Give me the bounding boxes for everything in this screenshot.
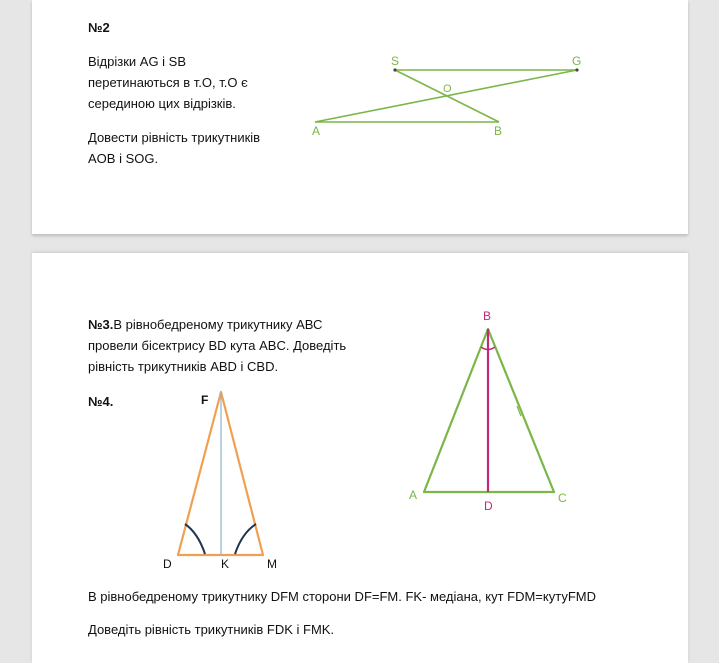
problem-2-task-line-1: Довести рівність трикутників — [88, 130, 261, 145]
problem-4-number: №4. — [88, 394, 114, 409]
angle-m-arc — [235, 524, 256, 554]
angle-d-arc — [185, 524, 205, 554]
label-c: C — [558, 491, 567, 505]
problem-2-condition-line-1: Відрізки AG і SB — [88, 54, 187, 69]
page-2 — [32, 253, 688, 663]
problem-3-number: №3. — [88, 317, 114, 332]
problem-4-statement: В рівнобедреному трикутнику DFM сторони DF=FM. FK- медіана, кут FDM=кутуFMD — [88, 589, 596, 604]
label-g: G — [572, 54, 582, 68]
problem-2-condition-line-3: серединою цих відрізків. — [88, 96, 236, 111]
page-1 — [32, 0, 688, 234]
label-d: D — [163, 557, 172, 571]
problem-2-number: №2 — [88, 20, 110, 35]
label-a: A — [409, 488, 418, 502]
segment-ag — [315, 70, 577, 122]
label-d: D — [484, 499, 493, 513]
label-k: K — [221, 557, 230, 571]
problem-2-condition-line-2: перетинаються в т.О, т.О є — [88, 75, 248, 90]
label-m: M — [267, 557, 277, 571]
label-a: A — [312, 124, 321, 138]
label-b: B — [483, 309, 492, 323]
label-b: B — [494, 124, 503, 138]
label-s: S — [391, 54, 400, 68]
problem-2-task-line-2: AOB і SOG. — [88, 151, 159, 166]
label-o: O — [443, 83, 452, 95]
problem-3-line-3: рівність трикутників ABD і CBD. — [88, 359, 279, 374]
problem-3-line-2: провели бісектрису BD кута ABC. Доведіть — [88, 338, 347, 353]
problem-4-task: Доведіть рівність трикутників FDK і FMK. — [88, 622, 335, 637]
problem-3-line-1-text: В рівнобедреному трикутнику АВС — [113, 317, 323, 332]
point-g — [575, 68, 578, 71]
point-s — [393, 68, 396, 71]
label-f: F — [201, 393, 209, 407]
problem-2-figure — [32, 0, 688, 234]
